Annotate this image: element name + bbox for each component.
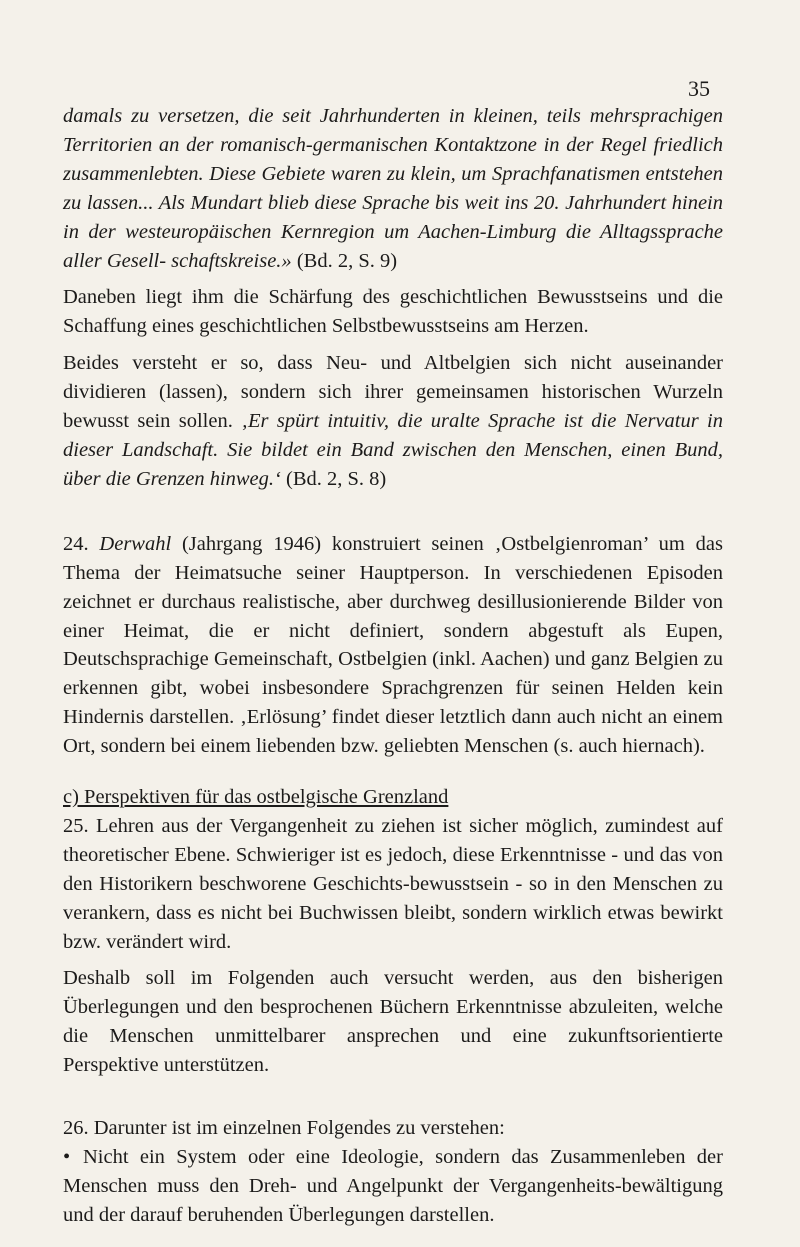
paragraph-24 (63, 530, 723, 761)
paragraph-24-author: Derwahl (99, 532, 172, 555)
paragraph-24-text: (Jahrgang 1946) konstruiert seinen ‚Ostbelgienroman’ um das Thema der Heimatsuche seiner Hauptperson. In verschiedenen Episoden zeichnet er durchaus realistische, aber durchweg desillusionierende Bilder von einer Heimat, die er nicht definiert, sondern abgestuft als Eupen, Deutschsprachige Gemeinschaft, Ostbelgien (inkl. Aachen) und ganz Belgien zu erkennen gibt, wobei insbesondere Sprachgrenzen für seinen Helden kein Hindernis darstellen. ‚Erlösung’ findet dieser letztlich dann auch nicht an einem Ort, sondern bei einem liebenden bzw. geliebten Menschen (s. auch hiernach). (63, 532, 723, 758)
paragraph-daneben: Daneben liegt ihm die Schärfung des geschichtlichen Bewusstseins und die Schaffung eines geschichtlichen Selbstbewusstseins am Herzen. (63, 286, 723, 338)
bullet-mark: • (63, 1146, 71, 1168)
paragraph-24-number: 24. (63, 532, 100, 555)
quote-line: Kernregion um Aachen-Limburg die Alltagssprache aller Gesell- (63, 220, 724, 272)
quote-line: in der Regel friedlich zusammenlebten. Diese Gebiete waren zu klein, (63, 133, 724, 185)
page-body (63, 102, 723, 1230)
paragraph-beides-quote: ‚Er spürt intuitiv, die uralte Sprache ist die Nervatur in dieser Landschaft. Sie bildet ein Band zwischen den Menschen, einen Bund, über die Grenzen hinweg.‘ (63, 410, 724, 490)
quote-line: damals zu versetzen, die seit Jahrhunderten in kleinen, teils (63, 105, 581, 127)
quote-line: schaftskreise.» (171, 249, 292, 272)
section-heading: c) Perspektiven für das ostbelgische Grenzland (63, 786, 449, 809)
bullet-item (63, 1143, 723, 1230)
paragraph-26: 26. Darunter ist im einzelnen Folgendes zu verstehen: (63, 1117, 505, 1140)
paragraph-beides (63, 349, 723, 494)
paragraph-25: 25. Lehren aus der Vergangenheit zu ziehen ist sicher möglich, zumindest auf theoretischer Ebene. Schwieriger ist es jedoch, diese Erkenntnisse - und das von den Historikern beschworene Geschichts-bewusstsein - so in den Menschen zu verankern, dass es nicht bei Buchwissen bleibt, sondern wirklich etwas bewirkt bzw. verändert wird. (63, 814, 723, 953)
quote-line: mehrsprachigen Territorien an der romanisch-germanischen Kontaktzone (63, 105, 724, 156)
quote-line: um Sprachfanatismen entstehen zu lassen... Als Mundart blieb diese (63, 162, 723, 214)
quote-continuation (63, 102, 723, 275)
quote-citation: (Bd. 2, S. 9) (291, 249, 398, 272)
bullet-text: Nicht ein System oder eine Ideologie, sondern das Zusammenleben der Menschen muss den Dreh- und Angelpunkt der Vergangenheits-bewältigung und der darauf beruhenden Überlegungen darstellen. (63, 1146, 723, 1226)
paragraph-deshalb: Deshalb soll im Folgenden auch versucht werden, aus den bisherigen Überlegungen und den besprochenen Büchern Erkenntnisse abzuleiten, welche die Menschen unmittelbarer ansprechen und eine zukunftsorientierte Perspektive unterstützen. (63, 967, 723, 1077)
paragraph-beides-citation: (Bd. 2, S. 8) (280, 467, 387, 490)
quote-line: Sprache bis weit ins 20. Jahrhundert hinein in der westeuropäischen (63, 191, 724, 243)
page-number: 35 (688, 76, 710, 101)
paragraph-beides-text: Beides versteht er so, dass Neu- und Altbelgien sich nicht auseinander dividieren (lassen), sondern sich ihrer gemeinsamen historischen Wurzeln bewusst sein sollen. (63, 352, 723, 433)
